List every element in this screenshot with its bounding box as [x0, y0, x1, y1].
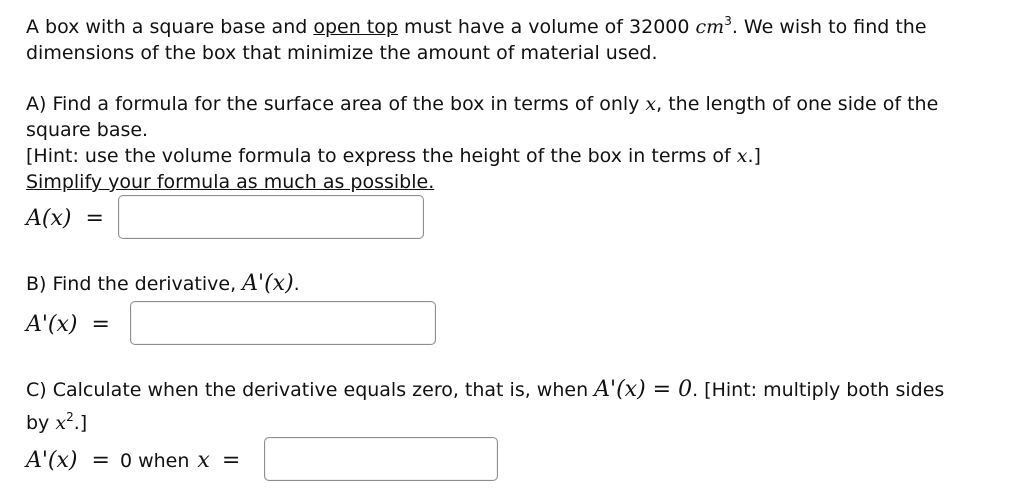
part-a-prompt-line1: A) Find a formula for the surface area of the box in terms of only x, the length of one side of the — [26, 93, 939, 115]
part-a-hint: [Hint: use the volume formula to express the height of the box in terms of x.] — [26, 145, 761, 167]
part-b-answer-input[interactable] — [130, 301, 436, 345]
part-a-simplify-note: Simplify your formula as much as possible. — [26, 171, 435, 193]
open-top-link[interactable]: open top — [313, 16, 398, 38]
part-c-prompt-line1: C) Calculate when the derivative equals zero, that is, when A'(x) = 0. [Hint: multiply both sides — [26, 377, 945, 402]
part-c-answer-input[interactable] — [264, 437, 498, 481]
part-a-answer-input[interactable] — [118, 195, 424, 239]
part-b-prompt: B) Find the derivative, A'(x). — [26, 271, 300, 296]
problem-statement-line2: dimensions of the box that minimize the amount of material used. — [26, 42, 658, 64]
part-c-prompt-line2: by $x^2$.] — [26, 409, 88, 434]
part-c-equation-label: A'(x) = 0 when x = — [26, 448, 241, 473]
part-a-equation-label: A(x) = — [26, 206, 104, 231]
problem-statement-line1: A box with a square base and open top must have a volume of 32000 $cm^3$. We wish to find the — [26, 13, 927, 38]
part-a-prompt-line2: square base. — [26, 119, 149, 141]
unit-cm: cm — [695, 16, 725, 38]
part-b-equation-label: A'(x) = — [26, 312, 110, 337]
